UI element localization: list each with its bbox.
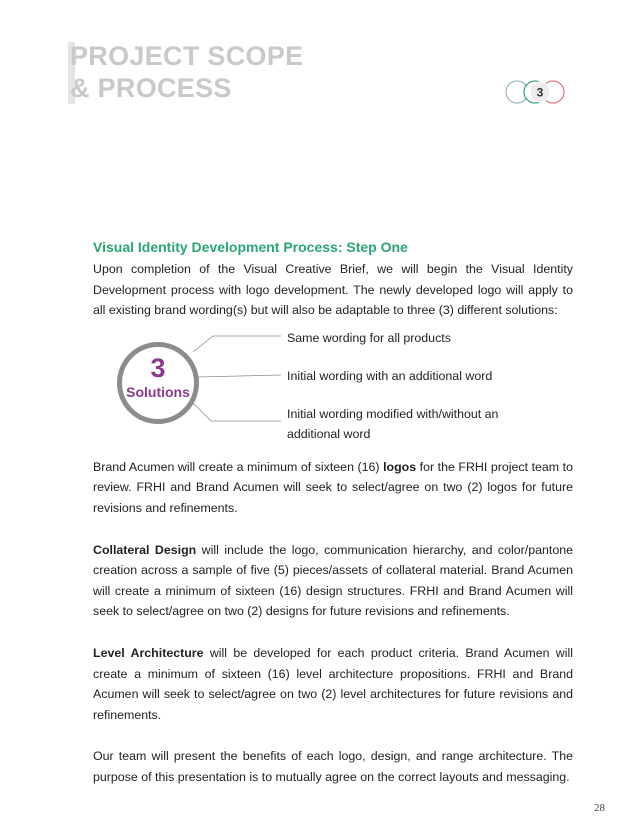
solution-option-1: Same wording for all products <box>287 330 451 345</box>
page-title-line-1: PROJECT SCOPE <box>70 41 304 71</box>
step-indicator <box>504 79 566 105</box>
level-text: will be developed for each product criteria. Brand Acumen will create a minimum of sixteen (16) level architecture propositions. FRHI and Brand Acumen will seek to select/agree on two (2) level architectures for future revisions and refinements. <box>93 645 573 722</box>
page-number: 28 <box>594 802 605 814</box>
solutions-ring <box>117 342 199 424</box>
logos-text-after: for the FRHI project team to review. FRHI and Brand Acumen will seek to select/agree on two (2) logos for future revisions and refinements. <box>93 459 573 515</box>
step-number: 3 <box>536 85 544 100</box>
intro-paragraph: Upon completion of the Visual Creative Brief, we will begin the Visual Identity Development process with logo development. The newly developed logo will apply to all existing brand wording(s) but will also be adaptable to three (3) different solutions: <box>93 262 573 318</box>
page-title-line-2: & PROCESS <box>70 73 232 103</box>
collateral-paragraph <box>93 540 573 622</box>
step-circles-icon <box>504 79 566 105</box>
solution-option-2: Initial wording with an additional word <box>287 368 493 383</box>
collateral-bold: Collateral Design <box>93 542 197 557</box>
solutions-label: Solutions <box>126 383 190 400</box>
content <box>93 236 573 788</box>
level-paragraph <box>93 643 573 725</box>
solutions-count: 3 <box>150 352 166 383</box>
section-heading: Visual Identity Development Process: Step One <box>93 239 408 255</box>
collateral-text: will include the logo, communication hierarchy, and color/pantone creation across a sample of five (5) pieces/assets of collateral material. Brand Acumen will create a minimum of sixteen (16) design structures. FRHI and Brand Acumen will seek to select/agree on two (2) designs for future revisions and refinements. <box>93 542 573 619</box>
page-title <box>70 40 303 104</box>
level-bold: Level Architecture <box>93 645 204 660</box>
logos-text-before: Brand Acumen will create a minimum of sixteen (16) <box>93 459 384 474</box>
closing-paragraph: Our team will present the benefits of each logo, design, and range architecture. The purpose of this presentation is to mutually agree on the correct layouts and messaging. <box>93 749 573 784</box>
solutions-diagram <box>93 328 573 452</box>
logos-bold: logos <box>383 459 417 474</box>
logos-paragraph <box>93 457 573 519</box>
solution-option-3: Initial wording modified with/without an additional word <box>287 406 499 442</box>
